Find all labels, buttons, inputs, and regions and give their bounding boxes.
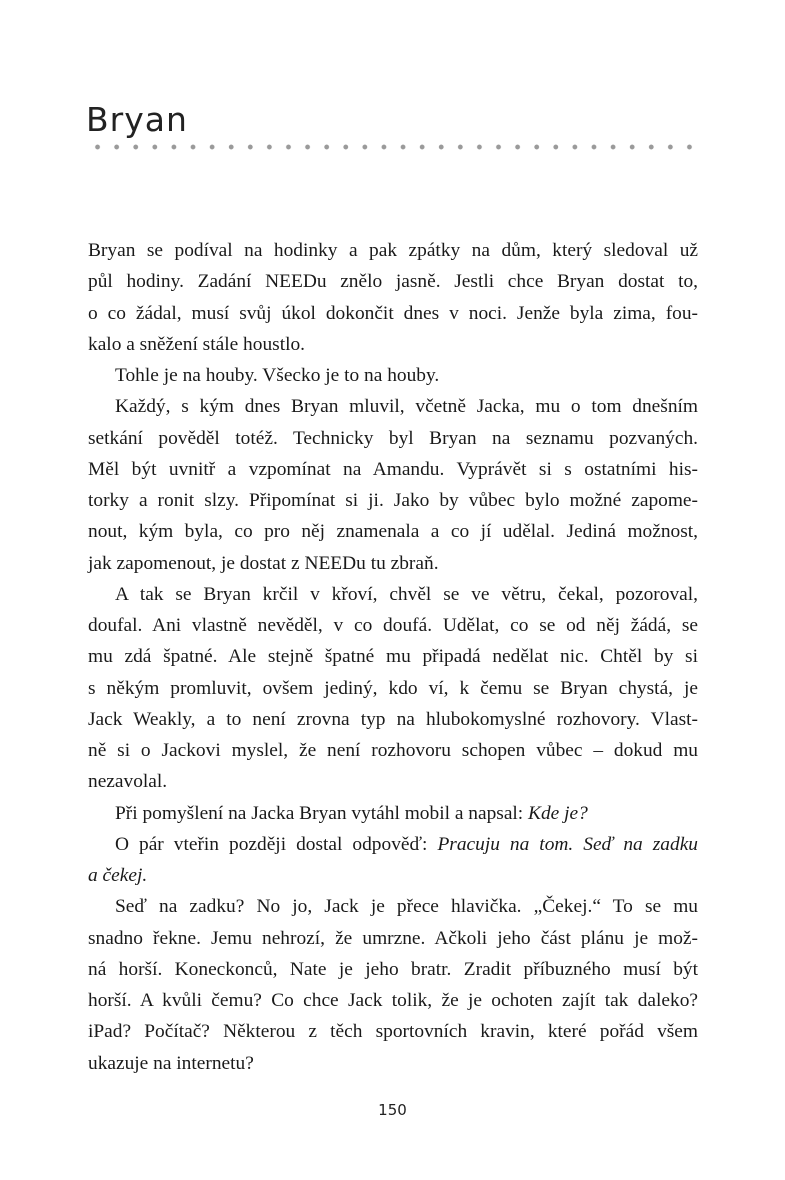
- text-segment: kalo a sněžení stále houstlo.: [88, 333, 306, 355]
- text-line: [88, 860, 698, 891]
- text-line: [88, 673, 698, 704]
- text-line: [88, 423, 698, 454]
- text-segment: torky a ronit slzy. Připomínat si ji. Jako by vůbec bylo možné zapome-: [88, 490, 698, 511]
- dotted-divider: [88, 144, 700, 150]
- text-line: [88, 985, 698, 1016]
- text-line: [88, 610, 698, 641]
- text-segment: Seď na zadku? No jo, Jack je přece hlavička. „Čekej.“ To se mu: [115, 896, 698, 918]
- text-segment: iPad? Počítač? Některou z těch sportovních kravin, které pořád všem: [88, 1021, 698, 1043]
- chapter-title: Bryan: [86, 100, 188, 139]
- text-segment: Jack Weakly, a to není zrovna typ na hlubokomyslné rozhovory. Vlast-: [88, 708, 698, 730]
- text-segment: O pár vteřin později dostal odpověď:: [115, 833, 438, 855]
- text-segment: ukazuje na internetu?: [88, 1052, 254, 1074]
- text-segment: půl hodiny. Zadání NEEDu znělo jasně. Jestli chce Bryan dostat to,: [88, 271, 698, 293]
- text-segment: mu zdá špatné. Ale stejně špatné mu připadá nedělat nic. Chtěl by si: [88, 646, 698, 668]
- text-line: [88, 1048, 698, 1079]
- text-line: [88, 735, 698, 766]
- text-line: [88, 516, 698, 547]
- text-line: [88, 548, 698, 579]
- text-segment: s někým promluvit, ovšem jediný, kdo ví, k čemu se Bryan chystá, je: [88, 677, 698, 699]
- text-line: [88, 954, 698, 985]
- text-line: [88, 485, 698, 516]
- text-segment: Každý, s kým dnes Bryan mluvil, včetně Jacka, mu o tom dnešním: [115, 396, 698, 418]
- text-segment: Měl být uvnitř a vzpomínat na Amandu. Vyprávět si s ostatními his-: [88, 458, 698, 480]
- paragraph: [88, 235, 698, 360]
- chapter-body: [88, 235, 698, 1079]
- text-line: [88, 454, 698, 485]
- text-line: [88, 798, 698, 829]
- paragraph: [88, 798, 698, 829]
- text-line: [88, 266, 698, 297]
- paragraph: [88, 829, 698, 892]
- page-number: 150: [378, 1101, 407, 1119]
- text-line: [88, 329, 698, 360]
- text-segment: nezavolal.: [88, 771, 168, 793]
- text-line: [88, 704, 698, 735]
- italic-text: Pracuju na tom. Seď na zadku: [437, 833, 698, 855]
- paragraph: [88, 579, 698, 798]
- text-line: [88, 641, 698, 672]
- paragraph: [88, 360, 698, 391]
- text-segment: jak zapomenout, je dostat z NEEDu tu zbraň.: [88, 552, 439, 574]
- text-segment: Při pomyšlení na Jacka Bryan vytáhl mobil a napsal:: [115, 802, 529, 824]
- text-line: [88, 1016, 698, 1047]
- text-segment: ně si o Jackovi myslel, že není rozhovoru schopen vůbec – dokud mu: [88, 740, 698, 761]
- italic-text: a čekej.: [88, 865, 148, 886]
- italic-text: Kde je?: [528, 802, 588, 824]
- text-line: [88, 829, 698, 860]
- text-line: [88, 235, 698, 266]
- text-line: [88, 298, 698, 329]
- text-line: [88, 891, 698, 922]
- text-line: [88, 391, 698, 422]
- text-segment: o co žádal, musí svůj úkol dokončit dnes v noci. Jenže byla zima, fou-: [88, 302, 698, 324]
- text-line: [88, 360, 698, 391]
- text-segment: snadno řekne. Jemu nehrozí, že umrzne. Ačkoli jeho část plánu je mož-: [88, 927, 698, 949]
- text-segment: Bryan se podíval na hodinky a pak zpátky na dům, který sledoval už: [88, 240, 698, 261]
- text-segment: horší. A kvůli čemu? Co chce Jack tolik, že je ochoten zajít tak daleko?: [88, 990, 698, 1011]
- paragraph: [88, 391, 698, 579]
- text-line: [88, 923, 698, 954]
- text-line: [88, 766, 698, 797]
- paragraph: [88, 891, 698, 1079]
- text-segment: Tohle je na houby. Všecko je to na houby.: [115, 365, 440, 386]
- text-segment: ná horší. Koneckonců, Nate je jeho bratr. Zradit příbuzného musí být: [88, 958, 698, 980]
- text-segment: A tak se Bryan krčil v křoví, chvěl se ve větru, čekal, pozoroval,: [115, 583, 698, 605]
- text-line: [88, 579, 698, 610]
- text-segment: doufal. Ani vlastně nevěděl, v co doufá. Udělat, co se od něj žádá, se: [88, 615, 698, 636]
- text-segment: nout, kým byla, co pro něj znamenala a co jí udělal. Jediná možnost,: [88, 521, 698, 543]
- text-segment: setkání pověděl totéž. Technicky byl Bryan na seznamu pozvaných.: [88, 427, 698, 449]
